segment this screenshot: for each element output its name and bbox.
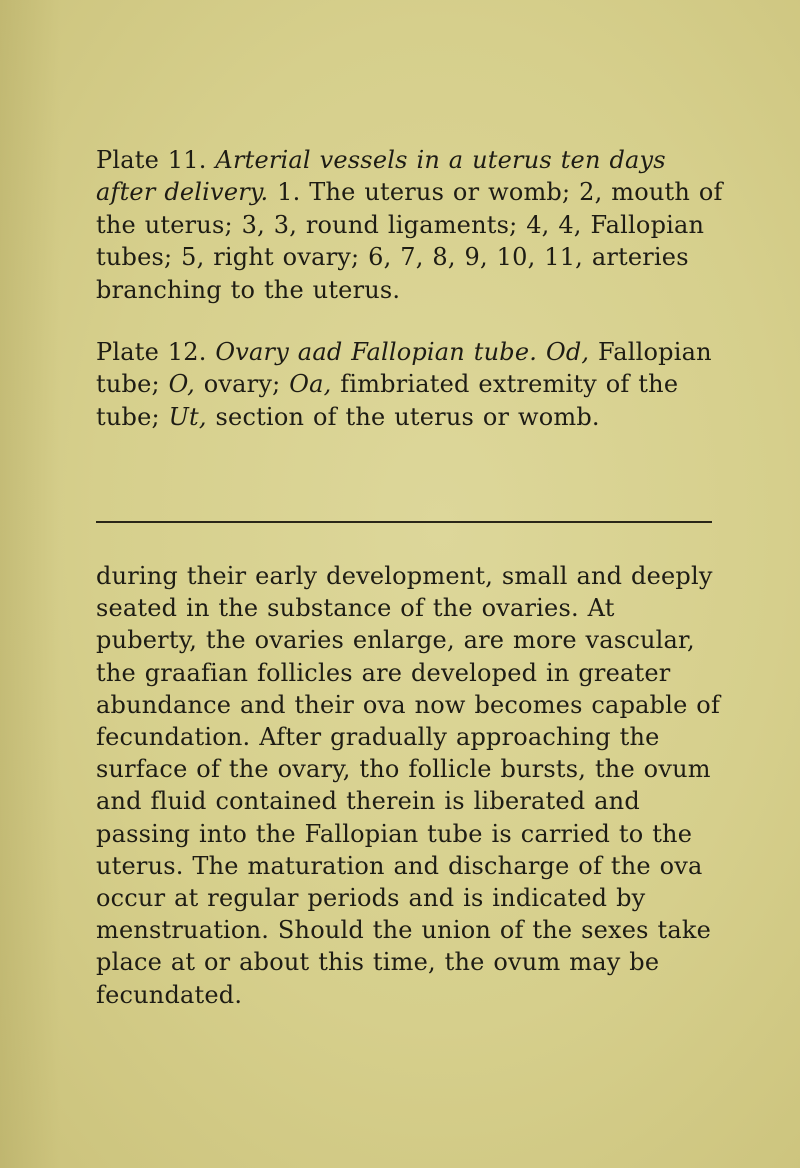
plate-12-title: Ovary aad Fallopian tube. [215, 338, 538, 366]
plate-12-caption [96, 336, 724, 433]
section-divider [96, 521, 712, 523]
plate-12-text-4: section of the uterus or womb. [206, 402, 600, 431]
plate-11-label: Plate 11. [96, 146, 216, 174]
plate-12-text-2: ovary; [194, 370, 290, 399]
plate-11-text: 1. The uterus or womb; 2, mouth of the uterus; 3, 3, round ligaments; 4, 4, Fallopian tubes; 5, right ovary; 6, 7, 8, 9, 10, 11, arteries branching to the uterus. [96, 178, 723, 304]
plate-12-label: Plate 12. [96, 338, 216, 366]
plate-12-text-3: fimbriated extremity of the tube; [96, 370, 679, 431]
plate-11-caption [96, 144, 724, 306]
plate-12-od: Od, [545, 338, 590, 366]
plate-12-o: O, [168, 370, 195, 399]
body-paragraph: during their early development, small and deeply seated in the substance of the ovaries. At puberty, the ovaries enlarge, are more vascular, the graafian follicles are developed in greater abundance and their ova now becomes capable of fecundation. After gradually approaching the surface of the ovary, tho follicle bursts, the ovum and fluid contained therein is liberated and passing into the Fallopian tube is carried to the uterus. The maturation and discharge of the ova occur at regular periods and is indicated by menstruation. Should the union of the sexes take place at or about this time, the ovum may be fecundated. [96, 562, 721, 1009]
plate-11-title: Arterial vessels in a uterus ten days after delivery. [96, 146, 666, 207]
plate-12-text-1: Fallopian tube; [96, 338, 712, 399]
plate-12-oa: Oa, [289, 370, 332, 399]
plate-12-ut: Ut, [168, 402, 207, 431]
page-edge-shadow [0, 0, 60, 1168]
